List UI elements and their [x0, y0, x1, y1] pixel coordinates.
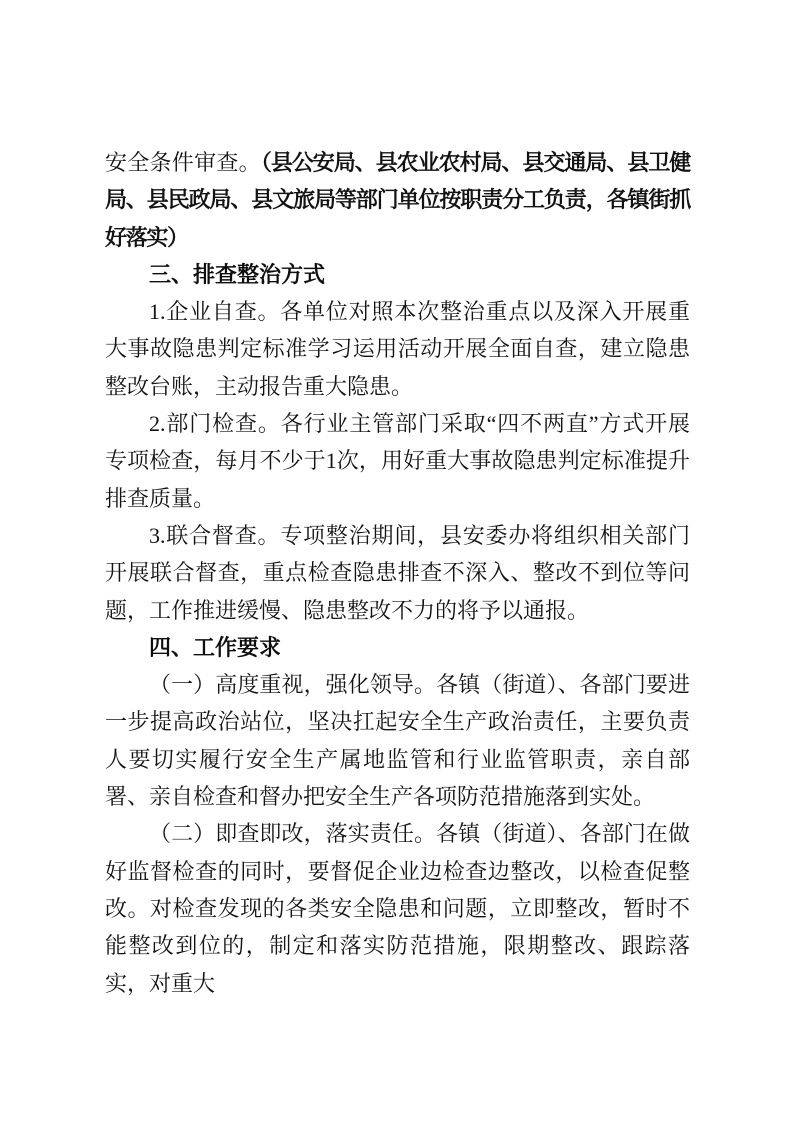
body-paragraph: 1.企业自查。各单位对照本次整治重点以及深入开展重大事故隐患判定标准学习运用活动开展全面自查，建立隐患整改台账，主动报告重大隐患。 — [105, 299, 690, 399]
section-heading: 三、排查整治方式 — [149, 261, 326, 287]
body-paragraph: 3.联合督查。专项整治期间，县安委办将组织相关部门开展联合督查，重点检查隐患排查不深入、整改不到位等问题，工作推进缓慢、隐患整改不力的将予以通报。 — [105, 522, 690, 623]
body-paragraph: （二）即查即改，落实责任。各镇（街道）、各部门在做好监督检查的同时，要督促企业边检查边整改，以检查促整改。对检查发现的各类安全隐患和问题，立即整改，暂时不能整改到位的，制定和落实防范措施，限期整改、跟踪落实，对重大 — [105, 821, 690, 996]
body-paragraph: 2.部门检查。各行业主管部门采取“四不两直”方式开展专项检查，每月不少于1次，用好重大事故隐患判定标准提升排查质量。 — [105, 411, 690, 511]
section-heading: 四、工作要求 — [149, 634, 282, 660]
responsible-departments-bold-text: （县公安局、县农业农村局、县交通局、县卫健局、县民政局、县文旅局等部门单位按职责分工负责，各镇街抓好落实） — [105, 150, 690, 250]
document-body — [105, 144, 690, 1002]
continuation-paragraph — [105, 144, 690, 256]
body-text-run: 安全条件审查。 — [105, 150, 261, 175]
body-paragraph: （一）高度重视，强化领导。各镇（街道）、各部门要进一步提高政治站位，坚决扛起安全生产政治责任，主要负责人要切实履行安全生产属地监管和行业监管职责，亲自部署、亲自检查和督办把安全生产各项防范措施落到实处。 — [105, 672, 690, 810]
